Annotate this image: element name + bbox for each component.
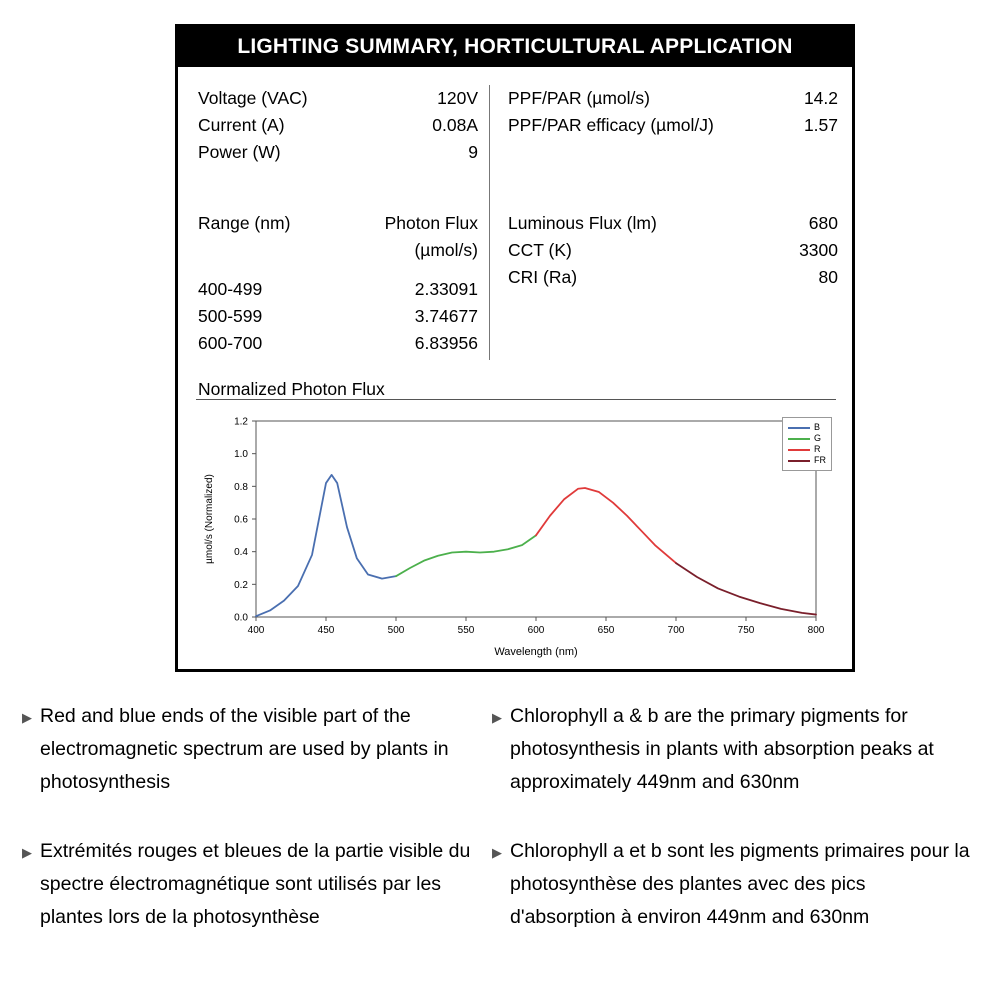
table-row bbox=[198, 330, 478, 357]
spec-label: CRI (Ra) bbox=[508, 267, 578, 287]
spacer bbox=[198, 166, 478, 210]
spec-value: 1.57 bbox=[803, 115, 838, 135]
flux-cell: 2.33091 bbox=[414, 279, 478, 299]
spec-row-cct bbox=[508, 237, 838, 264]
spec-row-current bbox=[198, 112, 478, 139]
range-cell: 400-499 bbox=[198, 279, 263, 299]
legend-swatch-g bbox=[788, 438, 810, 440]
legend-label: FR bbox=[814, 455, 826, 465]
svg-text:1.0: 1.0 bbox=[234, 449, 248, 461]
svg-text:1.2: 1.2 bbox=[234, 416, 248, 428]
photon-flux-units-label: (µmol/s) bbox=[414, 240, 478, 260]
spec-row-ppf-par-efficacy bbox=[508, 112, 838, 139]
chart-svg bbox=[198, 411, 838, 663]
spec-value: 3300 bbox=[799, 240, 838, 260]
svg-text:500: 500 bbox=[387, 625, 405, 636]
legend-item-g bbox=[788, 433, 826, 444]
range-cell: 500-599 bbox=[198, 306, 263, 326]
spec-value: 9 bbox=[468, 142, 478, 162]
spec-value: 14.2 bbox=[803, 88, 838, 108]
svg-text:0.2: 0.2 bbox=[234, 579, 248, 591]
svg-text:650: 650 bbox=[597, 625, 615, 636]
legend-item-b bbox=[788, 422, 826, 433]
spec-row-power bbox=[198, 139, 478, 166]
legend-item-fr bbox=[788, 455, 826, 466]
lighting-summary-panel bbox=[175, 24, 855, 672]
specs-section bbox=[178, 67, 852, 377]
list-item bbox=[22, 835, 482, 934]
triangle-bullet-icon: ▶ bbox=[22, 845, 32, 860]
legend-label: B bbox=[814, 422, 821, 432]
spec-label: CCT (K) bbox=[508, 240, 572, 260]
bullet-text: Extrémités rouges et bleues de la partie visible du spectre électromagnétique sont utilisés par les plantes lors de la photosynthèse bbox=[40, 840, 471, 928]
spec-label: Voltage (VAC) bbox=[198, 88, 308, 108]
svg-text:Wavelength (nm): Wavelength (nm) bbox=[494, 646, 578, 658]
legend-swatch-r bbox=[788, 449, 810, 451]
spec-value: 80 bbox=[818, 267, 838, 287]
specs-right-column bbox=[508, 85, 838, 291]
spec-label: PPF/PAR (µmol/s) bbox=[508, 88, 650, 108]
legend-label: R bbox=[814, 444, 821, 454]
vertical-divider bbox=[489, 85, 490, 360]
svg-text:550: 550 bbox=[457, 625, 475, 636]
spec-value: 680 bbox=[808, 213, 838, 233]
spec-row-voltage bbox=[198, 85, 478, 112]
page-title: LIGHTING SUMMARY, HORTICULTURAL APPLICATION bbox=[237, 35, 793, 58]
svg-text:0.4: 0.4 bbox=[234, 547, 248, 559]
spectrum-chart bbox=[198, 411, 838, 663]
spec-row-cri bbox=[508, 264, 838, 291]
legend-item-r bbox=[788, 444, 826, 455]
spec-label: Luminous Flux (lm) bbox=[508, 213, 657, 233]
svg-text:0.6: 0.6 bbox=[234, 514, 248, 526]
spec-value: 0.08A bbox=[432, 115, 478, 135]
triangle-bullet-icon: ▶ bbox=[492, 710, 502, 725]
svg-text:450: 450 bbox=[317, 625, 335, 636]
svg-text:700: 700 bbox=[667, 625, 685, 636]
spec-row-ppf-par bbox=[508, 85, 838, 112]
svg-text:0.8: 0.8 bbox=[234, 481, 248, 493]
range-table-rows bbox=[198, 276, 478, 357]
legend-swatch-fr bbox=[788, 460, 810, 462]
bullet-column-right bbox=[492, 700, 972, 970]
chart-title: Normalized Photon Flux bbox=[198, 379, 385, 399]
spec-label: Current (A) bbox=[198, 115, 285, 135]
photon-flux-header-label: Photon Flux bbox=[384, 213, 478, 233]
triangle-bullet-icon: ▶ bbox=[492, 845, 502, 860]
triangle-bullet-icon: ▶ bbox=[22, 710, 32, 725]
list-item bbox=[492, 835, 972, 934]
bullet-column-left bbox=[22, 700, 482, 970]
list-item bbox=[22, 700, 482, 799]
chart-legend bbox=[782, 417, 832, 471]
svg-text:750: 750 bbox=[737, 625, 755, 636]
list-item bbox=[492, 700, 972, 799]
table-row bbox=[198, 276, 478, 303]
panel-title-bar bbox=[178, 27, 852, 67]
range-table-header bbox=[198, 210, 478, 237]
range-header-label: Range (nm) bbox=[198, 213, 291, 233]
spec-label: Power (W) bbox=[198, 142, 281, 162]
legend-swatch-b bbox=[788, 427, 810, 429]
spacer bbox=[508, 139, 838, 210]
specs-left-column bbox=[198, 85, 478, 357]
legend-label: G bbox=[814, 433, 822, 443]
spec-value: 120V bbox=[437, 88, 478, 108]
svg-text:µmol/s (Normalized): µmol/s (Normalized) bbox=[204, 474, 215, 564]
bullet-text: Red and blue ends of the visible part of the electromagnetic spectrum are used by plants in photosynthesis bbox=[40, 705, 449, 793]
spec-row-luminous-flux bbox=[508, 210, 838, 237]
svg-text:0.0: 0.0 bbox=[234, 612, 248, 624]
flux-cell: 6.83956 bbox=[414, 333, 478, 353]
bullet-text: Chlorophyll a & b are the primary pigments for photosynthesis in plants with absorption peaks at approximately 449nm and 630nm bbox=[510, 705, 934, 793]
table-row bbox=[198, 303, 478, 330]
range-cell: 600-700 bbox=[198, 333, 263, 353]
spec-label: PPF/PAR efficacy (µmol/J) bbox=[508, 115, 714, 135]
bullet-text: Chlorophyll a et b sont les pigments primaires pour la photosynthèse des plantes avec des pics d'absorption à environ 449nm and 630nm bbox=[510, 840, 970, 928]
svg-text:800: 800 bbox=[807, 625, 825, 636]
svg-text:400: 400 bbox=[247, 625, 265, 636]
svg-text:600: 600 bbox=[527, 625, 545, 636]
flux-cell: 3.74677 bbox=[414, 306, 478, 326]
